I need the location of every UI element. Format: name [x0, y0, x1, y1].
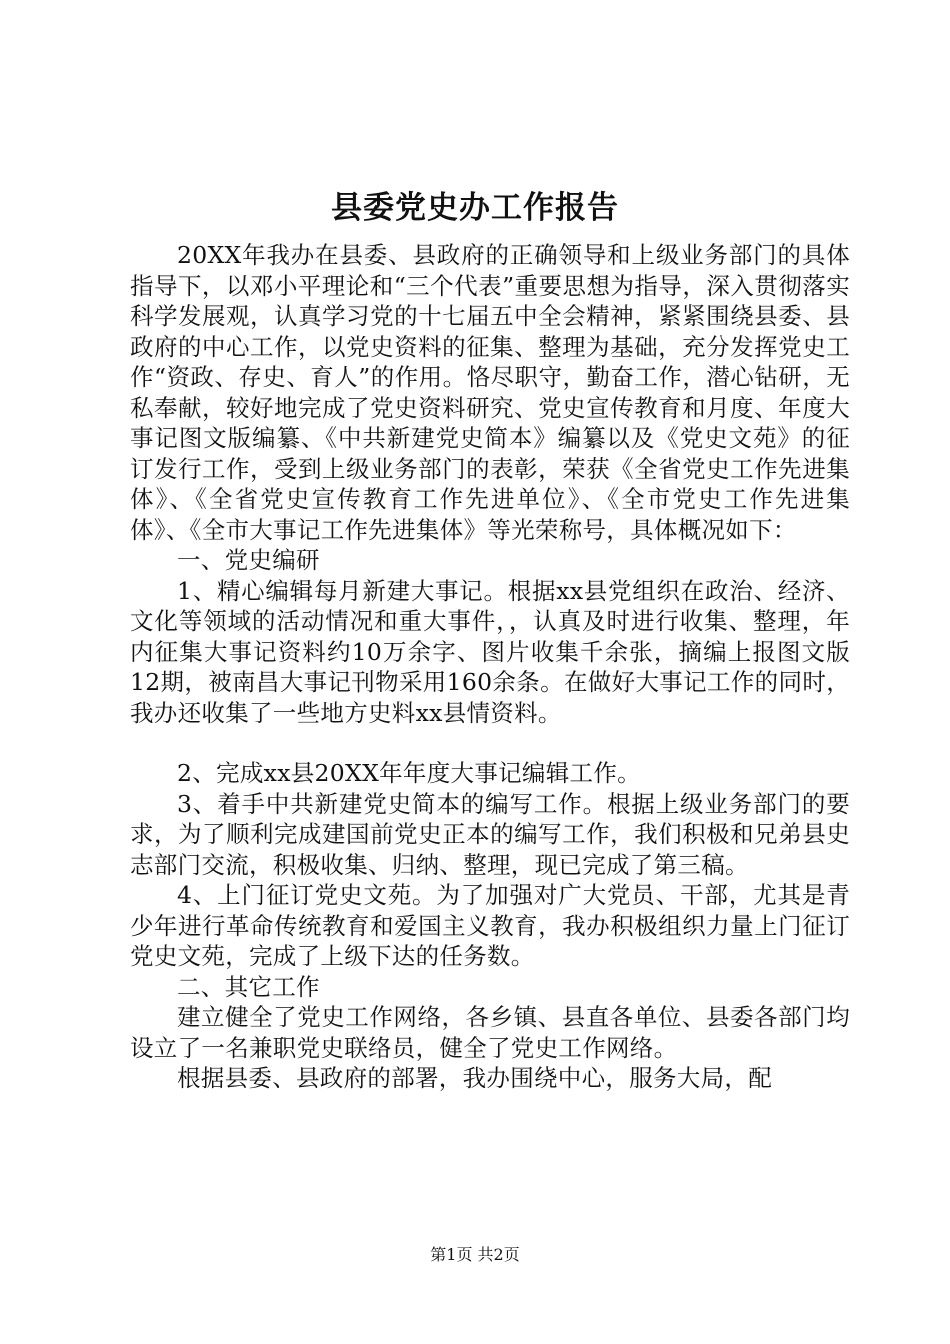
document-title: 县委党史办工作报告	[331, 190, 619, 226]
paragraph-item-1: 1、精心编辑每月新建大事记。根据xx县党组织在政治、经济、文化等领域的活动情况和重大事件，，认真及时进行收集、整理，年内征集大事记资料约10万余字、图片收集千余张，摘编上报图文版12期，被南昌大事记刊物采用160余条。在做好大事记工作的同时，我办还收集了一些地方史料xx县情资料。	[130, 576, 850, 727]
paragraph-deployment: 根据县委、县政府的部署，我办围绕中心，服务大局，配	[177, 1064, 772, 1092]
paragraph-network: 建立健全了党史工作网络，各乡镇、县直各单位、县委各部门均设立了一名兼职党史联络员，健全了党史工作网络。	[130, 1003, 850, 1062]
page-number: 第1页 共2页	[430, 1245, 520, 1264]
document-body	[130, 240, 850, 1094]
section-heading-1: 一、党史编研	[177, 546, 320, 574]
paragraph-item-4: 4、上门征订党史文苑。为了加强对广大党员、干部，尤其是青少年进行革命传统教育和爱国主义教育，我办积极组织力量上门征订党史文苑，完成了上级下达的任务数。	[130, 881, 850, 970]
paragraph-item-2: 2、完成xx县20XX年年度大事记编辑工作。	[177, 759, 641, 787]
paragraph-intro: 20XX年我办在县委、县政府的正确领导和上级业务部门的具体指导下，以邓小平理论和“三个代表”重要思想为指导，深入贯彻落实科学发展观，认真学习党的十七届五中全会精神，紧紧围绕县委、县政府的中心工作，以党史资料的征集、整理为基础，充分发挥党史工作“资政、存史、育人”的作用。恪尽职守，勤奋工作，潜心钻研，无私奉献，较好地完成了党史资料研究、党史宣传教育和月度、年度大事记图文版编纂、《中共新建党史简本》编纂以及《党史文苑》的征订发行工作，受到上级业务部门的表彰，荣获《全省党史工作先进集体》、《全省党史宣传教育工作先进单位》、《全市党史工作先进集体》、《全市大事记工作先进集体》等光荣称号，具体概况如下：	[130, 241, 850, 544]
section-heading-2: 二、其它工作	[177, 972, 320, 1001]
paragraph-item-3: 3、着手中共新建党史简本的编写工作。根据上级业务部门的要求，为了顺利完成建国前党史正本的编写工作，我们积极和兄弟县史志部门交流，积极收集、归纳、整理，现已完成了第三稿。	[130, 789, 850, 879]
